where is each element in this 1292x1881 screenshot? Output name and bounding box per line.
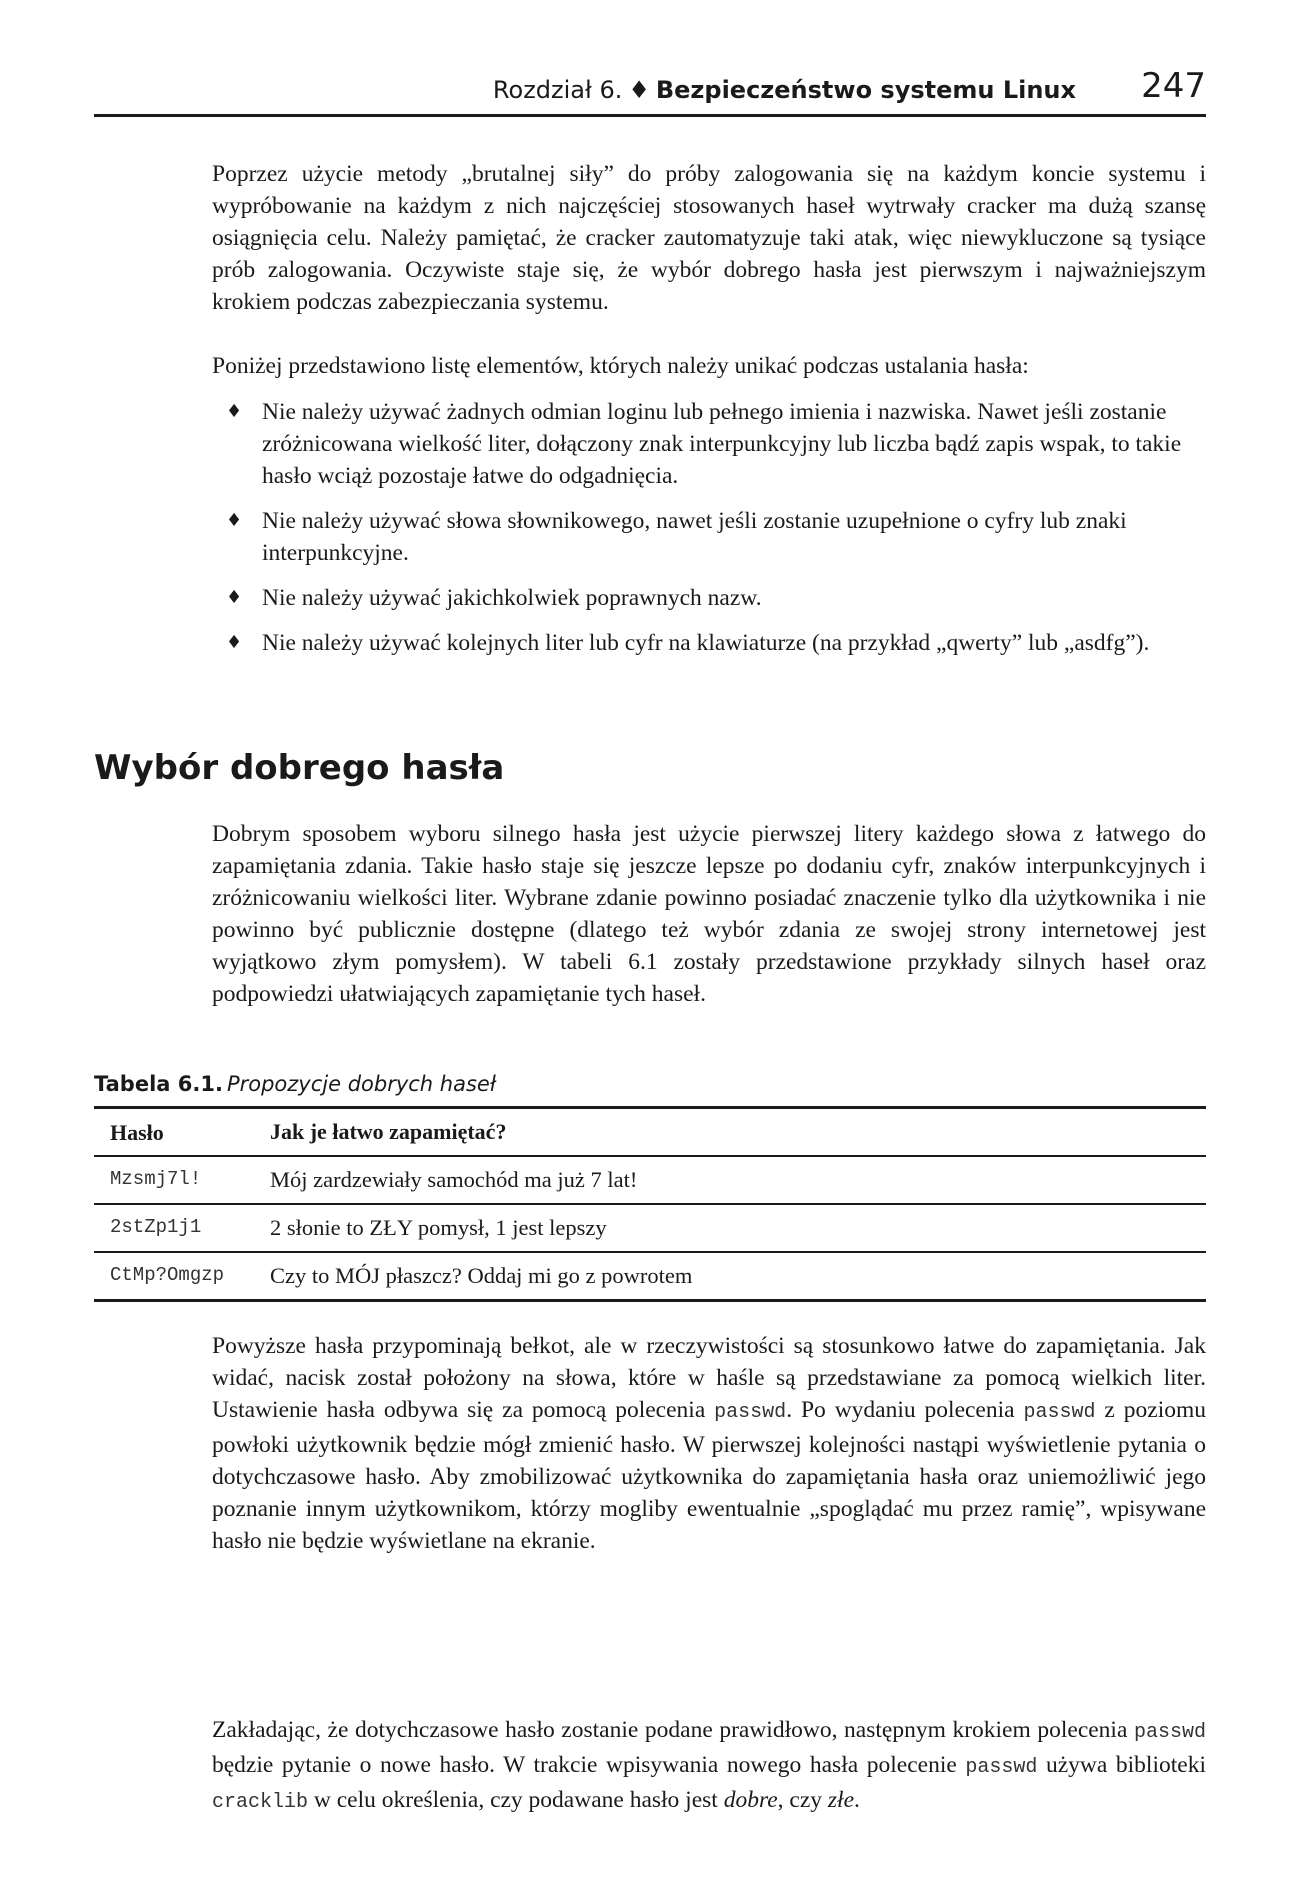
text-run: . bbox=[854, 1787, 860, 1813]
list-item bbox=[212, 505, 1206, 569]
table-caption-label: Tabela 6.1. bbox=[94, 1072, 223, 1096]
paragraph-brute-force: Poprzez użycie metody „brutalnej siły” do próby zalogowania się na każdym koncie systemu i wypróbowanie na każdym z nich najczęściej stosowanych haseł wytrwały cracker ma dużą szansę osiągnięcia celu. Należy pamiętać, że cracker zautomatyzuje taki atak, więc niewykluczone są tysiące prób zalogowania. Oczywiste staje się, że wybór dobrego hasła jest pierwszym i najważniejszym krokiem podczas zabezpieczania systemu. bbox=[212, 161, 1206, 315]
chapter-title: Bezpieczeństwo systemu Linux bbox=[655, 76, 1076, 104]
text-run: z poziomu powłoki użytkownik będzie mógł zmienić hasło. W pierwszej kolejności nastąpi wyświetlenie pytania o dotychczasowe hasło. Aby zmobilizować użytkownika do zapamiętania hasła oraz uniemożliwić jego poznanie innym użytkownikom, którzy mogliby ewentualnie „spoglądać mu przez ramię”, wpisywane hasło nie będzie wyświetlane na ekranie. bbox=[212, 1397, 1207, 1554]
emphasis-good: dobre bbox=[723, 1787, 778, 1813]
text-run: Powyższe hasła przypominają bełkot, ale w rzeczywistości są stosunkowo łatwe do zapamiętania. Jak widać, nacisk został położony na słowa, które w haśle są przedstawiane za pomocą wielkich liter. Ustawienie hasła odbywa się za pomocą polecenia bbox=[212, 1333, 1206, 1423]
password-table bbox=[94, 1106, 1206, 1302]
paragraph-list-intro: Poniżej przedstawiono listę elementów, których należy unikać podczas ustalania hasła: bbox=[212, 353, 1029, 379]
list-item-text: Nie należy używać jakichkolwiek poprawnych nazw. bbox=[262, 585, 762, 611]
text-run: , czy bbox=[777, 1787, 828, 1813]
table-caption-text: Propozycje dobrych haseł bbox=[226, 1072, 496, 1096]
password-cell: 2stZp1j1 bbox=[110, 1216, 202, 1238]
paragraph-cracklib bbox=[212, 1714, 1206, 1819]
password-cell: Mzsmj7l! bbox=[110, 1168, 202, 1190]
diamond-bullet-icon: ♦ bbox=[226, 401, 243, 422]
diamond-bullet-icon: ♦ bbox=[226, 587, 243, 608]
list-item-text: Nie należy używać kolejnych liter lub cyfr na klawiaturze (na przykład „qwerty” lub „asdfg”). bbox=[262, 630, 1150, 656]
code-passwd: passwd bbox=[1133, 1721, 1206, 1744]
paragraph-passwd-command bbox=[212, 1330, 1206, 1557]
column-header-hint: Jak je łatwo zapamiętać? bbox=[270, 1119, 507, 1144]
list-item bbox=[212, 396, 1206, 492]
text-run: będzie pytanie o nowe hasło. W trakcie wpisywania nowego hasła polecenie bbox=[212, 1752, 966, 1778]
diamond-icon: ♦ bbox=[628, 76, 650, 104]
column-header-password: Hasło bbox=[110, 1120, 164, 1145]
running-header-text bbox=[493, 76, 1076, 104]
paragraph-good-password: Dobrym sposobem wyboru silnego hasła jest użycie pierwszej litery każdego słowa z łatwego do zapamiętania zdania. Takie hasło staje się jeszcze lepsze po dodaniu cyfr, znaków interpunkcyjnych i zróżnicowaniu wielkości liter. Wybrane zdanie powinno posiadać znaczenie tylko dla użytkownika i nie powinno być publicznie dostępne (dlatego też wybór zdania ze swojej strony internetowej jest wyjątkowo złym pomysłem). W tabeli 6.1 zostały przedstawione przykłady silnych haseł oraz podpowiedzi ułatwiających zapamiętanie tych haseł. bbox=[212, 821, 1206, 1007]
avoid-list bbox=[212, 396, 1206, 672]
chapter-label: Rozdział 6. bbox=[492, 76, 623, 104]
diamond-bullet-icon: ♦ bbox=[226, 510, 243, 531]
code-passwd: passwd bbox=[714, 1401, 787, 1424]
code-passwd: passwd bbox=[965, 1756, 1038, 1779]
hint-cell: Czy to MÓJ płaszcz? Oddaj mi go z powrotem bbox=[270, 1263, 693, 1288]
table-row bbox=[94, 1157, 1206, 1203]
table-row bbox=[94, 1253, 1206, 1299]
running-header bbox=[94, 66, 1206, 114]
hint-cell: 2 słonie to ZŁY pomysł, 1 jest lepszy bbox=[270, 1215, 607, 1240]
password-cell: CtMp?Omgzp bbox=[110, 1264, 225, 1286]
text-run: w celu określenia, czy podawane hasło jest bbox=[308, 1787, 724, 1813]
list-item-text: Nie należy używać słowa słownikowego, nawet jeśli zostanie uzupełnione o cyfry lub znaki interpunkcyjne. bbox=[262, 508, 1127, 566]
diamond-bullet-icon: ♦ bbox=[226, 632, 243, 653]
list-item-text: Nie należy używać żadnych odmian loginu lub pełnego imienia i nazwiska. Nawet jeśli zostanie zróżnicowana wielkość liter, dołączony znak interpunkcyjny lub liczba bądź zapis wspak, to takie hasło wciąż pozostaje łatwe do odgadnięcia. bbox=[262, 399, 1182, 489]
table-bottom-rule bbox=[94, 1299, 1206, 1302]
page-number: 247 bbox=[1141, 66, 1206, 106]
table-row bbox=[94, 1205, 1206, 1251]
code-cracklib: cracklib bbox=[212, 1791, 309, 1814]
text-run: . Po wydaniu polecenia bbox=[786, 1397, 1024, 1423]
emphasis-bad: złe bbox=[827, 1787, 855, 1813]
table-header-row bbox=[94, 1109, 1206, 1155]
code-passwd: passwd bbox=[1023, 1401, 1096, 1424]
section-heading: Wybór dobrego hasła bbox=[94, 748, 505, 788]
table-caption bbox=[94, 1072, 496, 1096]
text-run: Zakładając, że dotychczasowe hasło zostanie podane prawidłowo, następnym krokiem polecenia bbox=[212, 1717, 1134, 1743]
text-run: używa biblioteki bbox=[1037, 1752, 1206, 1778]
list-item bbox=[212, 627, 1206, 659]
header-rule bbox=[94, 114, 1206, 117]
list-item bbox=[212, 582, 1206, 614]
hint-cell: Mój zardzewiały samochód ma już 7 lat! bbox=[270, 1167, 638, 1192]
